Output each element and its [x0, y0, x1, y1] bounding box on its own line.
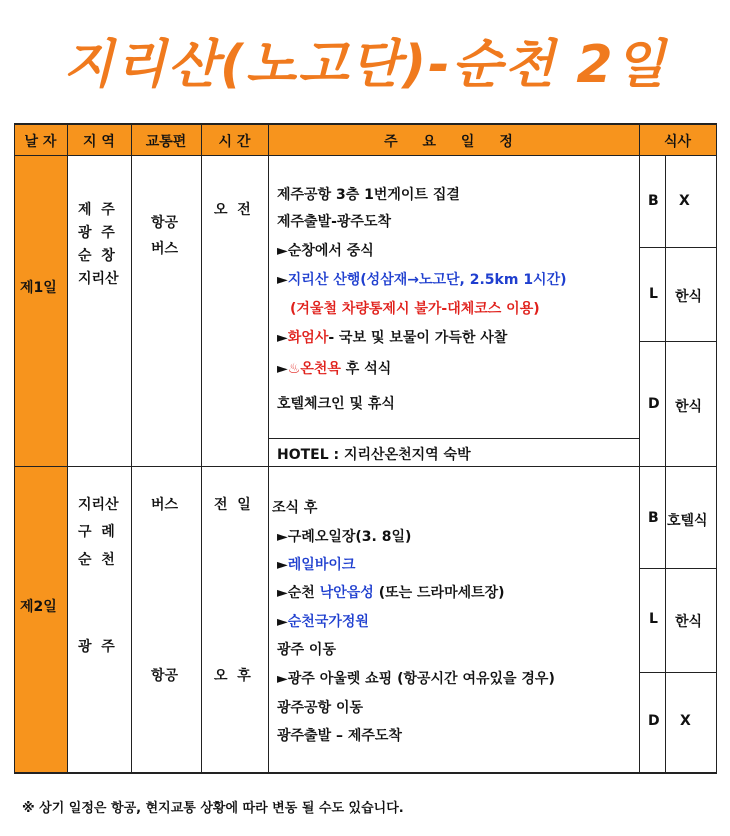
day1-item-4: ►지리산 산행(성삼재→노고단, 2.5km 1시간)	[277, 272, 567, 288]
day1-item-1: 제주공항 3층 1번게이트 집결	[277, 187, 460, 203]
day2-time-2: 오 후	[214, 668, 251, 684]
day1-item-7: ►♨온천욕 후 석식	[277, 361, 392, 377]
col-border-2	[131, 123, 132, 774]
arrow-icon: ►	[277, 243, 288, 259]
footnote: ※ 상기 일정은 항공, 현지교통 상황에 따라 변동 될 수도 있습니다.	[22, 801, 404, 816]
day2-region-1: 지리산	[78, 497, 119, 513]
day2-region-3: 순 천	[78, 552, 115, 568]
day1-item-3: ►순창에서 중식	[277, 243, 374, 259]
day1-meal-b-value: X	[679, 193, 690, 209]
day2-meal-l-key: L	[649, 611, 658, 627]
day1-region-1: 제 주	[78, 202, 115, 218]
day-divider	[14, 466, 717, 467]
day2-region-2: 구 례	[78, 524, 115, 540]
day1-meal-d-key: D	[648, 396, 660, 412]
day2-transport-1: 버스	[151, 497, 179, 513]
table-top-border	[14, 123, 717, 125]
day1-item-5: (겨울철 차량통제시 불가-대체코스 이용)	[290, 301, 540, 317]
table-bottom-border	[14, 772, 717, 774]
arrow-icon: ►	[277, 557, 288, 573]
day1-region-4: 지리산	[78, 271, 119, 287]
day1-region-2: 광 주	[78, 225, 115, 241]
meal-divider-d1-2	[639, 341, 717, 342]
day2-cell	[14, 467, 67, 773]
hotel-row-border	[268, 438, 639, 439]
day2-region-4: 광 주	[78, 639, 115, 655]
day1-cell	[14, 155, 67, 467]
col-border-0	[14, 123, 15, 774]
day2-item-3: ►레일바이크	[277, 557, 356, 573]
header-region: 지 역	[83, 134, 115, 150]
header-meal: 식사	[663, 134, 692, 150]
day1-time: 오 전	[214, 202, 251, 218]
col-border-5	[639, 123, 640, 774]
day1-region-3: 순 창	[78, 248, 115, 264]
day2-item-2: ►구례오일장(3. 8일)	[277, 529, 412, 545]
hot-spring-icon: ♨	[287, 361, 301, 377]
meal-divider-d2-2	[639, 672, 717, 673]
header-transport: 교통편	[145, 134, 187, 150]
day2-item-8: 광주공항 이동	[277, 700, 364, 716]
col-border-meal-key	[665, 155, 666, 773]
day1-transport-1: 항공	[151, 215, 179, 231]
arrow-icon: ►	[277, 671, 288, 687]
day1-item-8: 호텔체크인 및 휴식	[277, 396, 395, 412]
day2-meal-d-key: D	[648, 713, 660, 729]
day2-item-5: ►순천국가정원	[277, 614, 369, 630]
arrow-icon: ►	[277, 330, 288, 346]
col-border-3	[201, 123, 202, 774]
day1-meal-b-key: B	[648, 193, 659, 209]
day1-hotel: HOTEL : 지리산온천지역 숙박	[277, 447, 471, 463]
meal-divider-d1-1	[639, 247, 717, 248]
col-border-4	[268, 123, 269, 774]
meal-divider-d2-1	[639, 568, 717, 569]
arrow-icon: ►	[277, 614, 288, 630]
arrow-icon: ►	[277, 529, 288, 545]
col-border-1	[67, 123, 68, 774]
day1-meal-l-value: 한식	[675, 289, 703, 305]
day2-item-9: 광주출발 – 제주도착	[277, 728, 402, 744]
header-bottom-border	[14, 155, 717, 156]
day2-label: 제2일	[20, 599, 57, 615]
arrow-icon: ►	[277, 361, 288, 377]
day1-meal-l-key: L	[649, 286, 658, 302]
page-title: 지리산(노고단)-순천 2일	[63, 35, 667, 95]
day2-transport-2: 항공	[151, 668, 179, 684]
day2-meal-l-value: 한식	[675, 614, 703, 630]
col-border-6	[716, 123, 717, 774]
header-time: 시 간	[218, 134, 251, 150]
day1-label: 제1일	[20, 280, 57, 296]
arrow-icon: ►	[277, 272, 288, 288]
day2-item-1: 조식 후	[272, 500, 318, 516]
day1-meal-d-value: 한식	[675, 399, 703, 415]
day2-item-7: ►광주 아울렛 쇼핑 (항공시간 여유있을 경우)	[277, 671, 555, 687]
day2-time-1: 전 일	[214, 497, 251, 513]
header-date: 날 자	[24, 134, 57, 150]
day2-meal-d-value: X	[680, 713, 691, 729]
header-schedule: 주 요 일 정	[384, 134, 523, 150]
day1-transport-2: 버스	[151, 241, 179, 257]
day2-item-4: ►순천 낙안읍성 (또는 드라마세트장)	[277, 585, 505, 601]
arrow-icon: ►	[277, 585, 288, 601]
day2-meal-b-value: 호텔식	[667, 513, 708, 529]
day2-meal-b-key: B	[648, 510, 659, 526]
day2-item-6: 광주 이동	[277, 642, 336, 658]
day1-item-6: ►화엄사- 국보 및 보물이 가득한 사찰	[277, 330, 508, 346]
day1-item-2: 제주출발-광주도착	[277, 214, 392, 230]
